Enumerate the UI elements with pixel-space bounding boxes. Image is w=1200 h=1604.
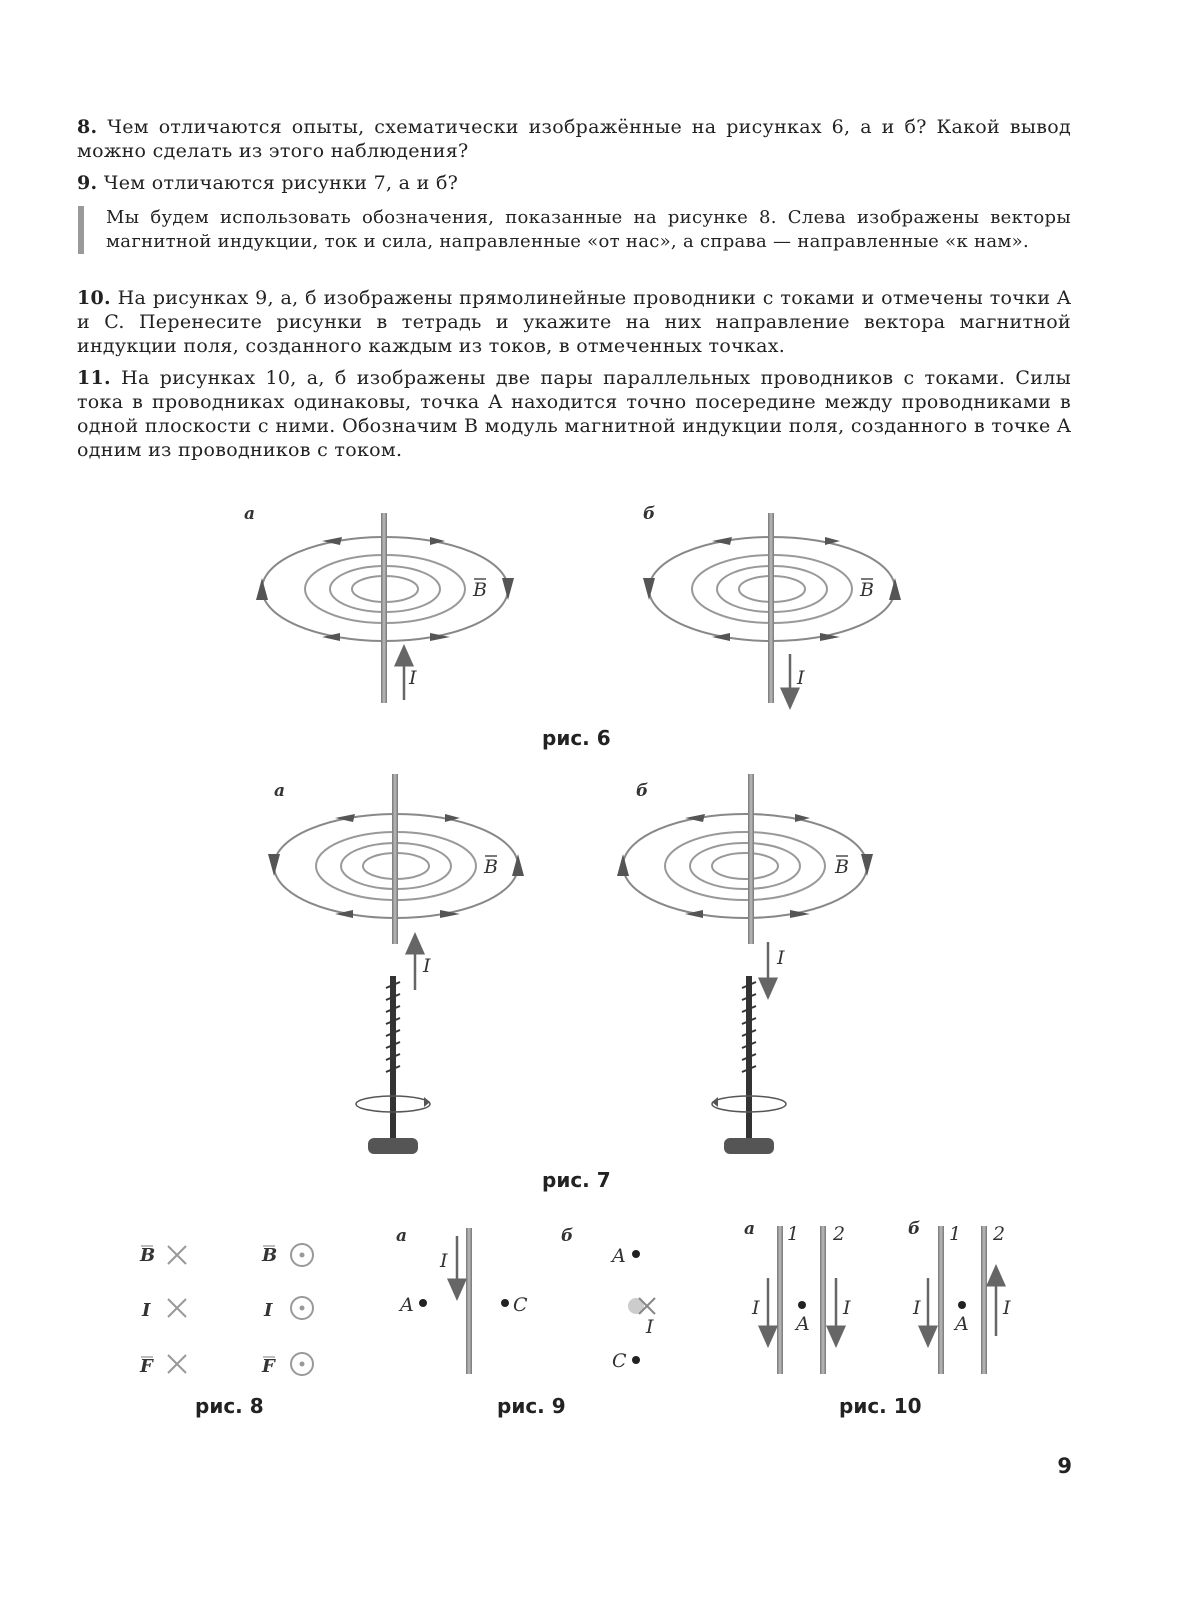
fig7-a: [268, 774, 524, 1154]
question-number: 11.: [77, 367, 111, 389]
into-page-icon: [168, 1299, 186, 1317]
symbol-label: I: [142, 1300, 151, 1321]
fig6-b: [643, 504, 901, 703]
screwdriver: [356, 976, 430, 1154]
wire-label: 1: [949, 1223, 962, 1245]
current-label: I: [843, 1297, 851, 1319]
symbol-label: I: [264, 1300, 273, 1321]
fig-label: а: [244, 504, 256, 524]
question-number: 8.: [77, 116, 98, 138]
fig-label: а: [744, 1219, 756, 1239]
wire-label: 1: [787, 1223, 800, 1245]
current-label: I: [1003, 1297, 1011, 1319]
field-label: B: [835, 856, 849, 878]
conductor: [768, 513, 774, 703]
page-number: 9: [1057, 1454, 1072, 1478]
conductor: [392, 774, 398, 944]
fig7-b: [617, 774, 873, 1154]
point-label: A: [955, 1313, 969, 1335]
symbol-label: F: [262, 1356, 275, 1377]
point-marker: [958, 1301, 966, 1309]
conductor: [748, 774, 754, 944]
point-marker: [501, 1299, 509, 1307]
current-label: I: [777, 947, 785, 969]
arrow-icon: [643, 578, 655, 600]
symbol-label: B: [262, 1245, 278, 1266]
fig9-a: [396, 1226, 528, 1374]
fig10-b: [908, 1219, 1011, 1374]
current-label: I: [797, 667, 805, 689]
arrow-icon: [512, 854, 524, 876]
current-label: I: [440, 1250, 448, 1272]
point-label: C: [513, 1294, 528, 1316]
fig-label: б: [908, 1219, 921, 1239]
into-page-icon: [168, 1246, 186, 1264]
fig-label: а: [274, 781, 286, 801]
arrow-icon: [617, 854, 629, 876]
current-label: I: [409, 667, 417, 689]
fig-label: а: [396, 1226, 408, 1246]
conductor: [777, 1226, 783, 1374]
fig6-a: [244, 504, 514, 703]
conductor: [938, 1226, 944, 1374]
point-label: A: [612, 1245, 626, 1267]
current-label: I: [913, 1297, 921, 1319]
fig10-a: [744, 1219, 851, 1374]
fig9-caption: рис. 9: [497, 1394, 566, 1418]
into-page-icon: [168, 1355, 186, 1373]
point-marker: [798, 1301, 806, 1309]
conductor: [981, 1226, 987, 1374]
fig-label: б: [643, 504, 656, 524]
wire-label: 2: [833, 1223, 846, 1245]
conductor: [381, 513, 387, 703]
current-label: I: [423, 955, 431, 977]
point-label: A: [796, 1313, 810, 1335]
wire-label: 2: [993, 1223, 1006, 1245]
fig8: [139, 1244, 313, 1377]
point-marker: [632, 1250, 640, 1258]
field-line: [623, 814, 867, 918]
point-marker: [419, 1299, 427, 1307]
question-text: На рисунках 9, а, б изображены прямолинейные проводники с токами и отмечены точки A и C. Перенесите рисунки в тетрадь и укажите на них направление вектора магнитной индукции поля, созданного каждым из токов, в отмеченных точках.: [77, 287, 1071, 357]
arrow-icon: [502, 578, 514, 600]
current-label: I: [752, 1297, 760, 1319]
out-of-page-icon: [291, 1353, 313, 1375]
conductor: [466, 1228, 472, 1374]
fig7-caption: рис. 7: [542, 1168, 611, 1192]
fig9-b: [561, 1226, 655, 1372]
question-number: 9.: [77, 172, 98, 194]
out-of-page-icon: [291, 1297, 313, 1319]
field-line: [690, 843, 800, 889]
out-of-page-icon: [291, 1244, 313, 1266]
current-label: I: [646, 1316, 654, 1338]
arrow-icon: [712, 537, 732, 545]
arrow-icon: [861, 854, 873, 876]
symbol-label: F: [140, 1356, 153, 1377]
arrow-icon: [268, 854, 280, 876]
field-label: B: [473, 579, 487, 601]
field-line: [712, 853, 778, 879]
question-text: Чем отличаются рисунки 7, а и б?: [103, 172, 459, 194]
fig-label: б: [636, 781, 649, 801]
point-label: C: [612, 1350, 627, 1372]
question-text: На рисунках 10, а, б изображены две пары параллельных проводников с токами. Силы тока в проводниках одинаковы, точка A находится точно посередине между проводниками в одной плоскости с ними. Обозначим B модуль магнитной индукции поля, созданного в точке A одним из проводников с током.: [77, 367, 1071, 461]
arrow-icon: [889, 578, 901, 600]
point-label: A: [400, 1294, 414, 1316]
notation-note: Мы будем использовать обозначения, показанные на рисунке 8. Слева изображены векторы магнитной индукции, ток и сила, направленные «от нас», а справа — направленные «к нам».: [78, 206, 1071, 254]
fig6-caption: рис. 6: [542, 726, 611, 750]
point-marker: [632, 1356, 640, 1364]
field-label: B: [484, 856, 498, 878]
conductor: [820, 1226, 826, 1374]
symbol-label: B: [140, 1245, 156, 1266]
fig8-caption: рис. 8: [195, 1394, 264, 1418]
question-number: 10.: [77, 287, 111, 309]
fig-label: б: [561, 1226, 574, 1246]
arrow-icon: [256, 578, 268, 600]
fig10-caption: рис. 10: [839, 1394, 922, 1418]
question-text: Чем отличаются опыты, схематически изображённые на рисунках 6, а и б? Какой вывод можно сделать из этого наблюдения?: [77, 116, 1071, 162]
screwdriver: [712, 976, 786, 1154]
field-label: B: [860, 579, 874, 601]
